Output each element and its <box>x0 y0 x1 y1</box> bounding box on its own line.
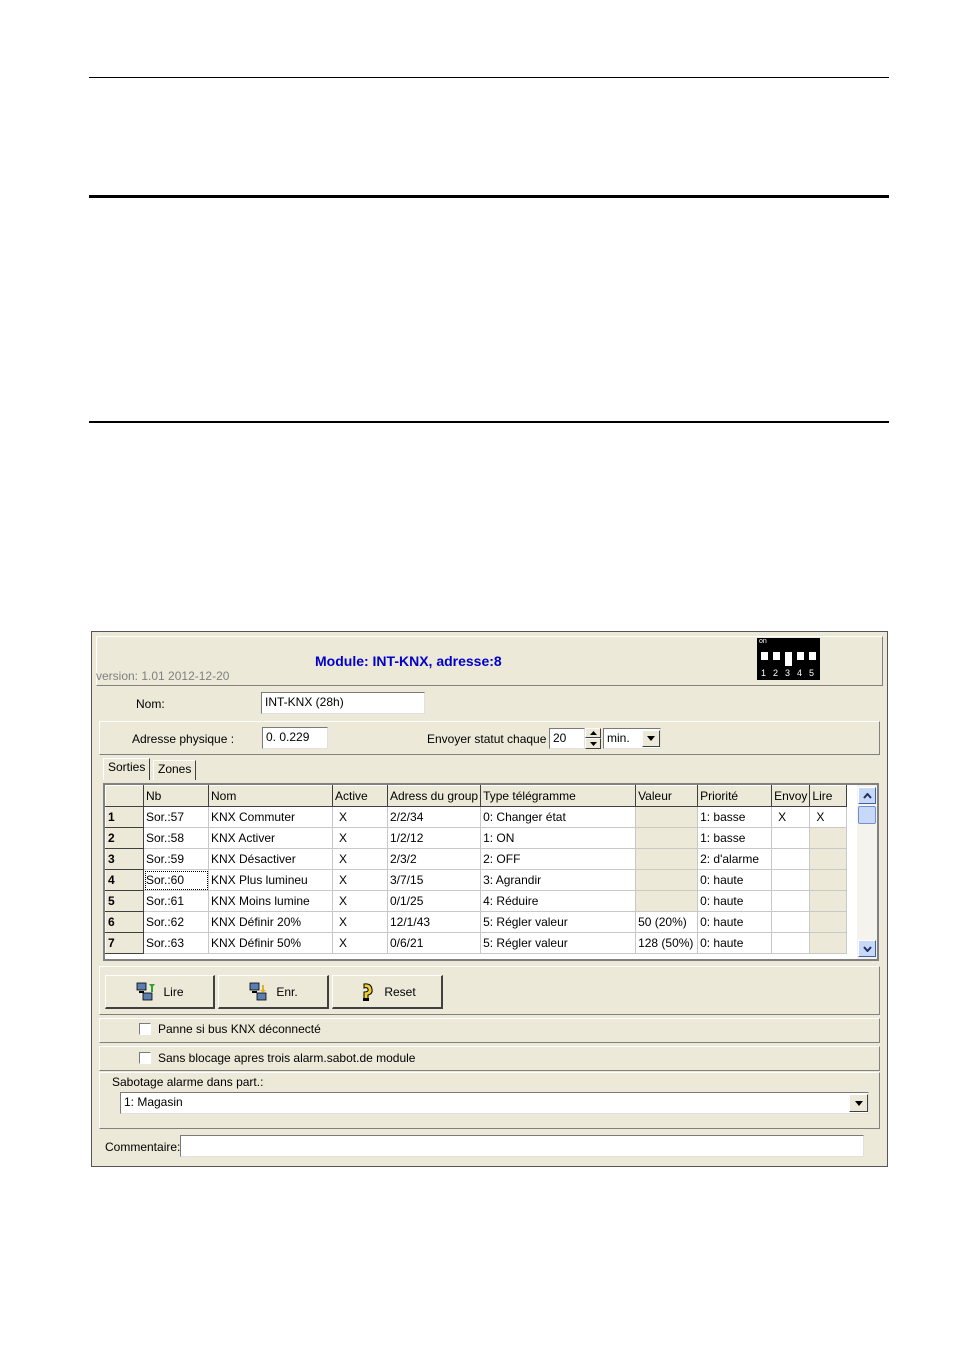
cell-valeur[interactable] <box>636 891 698 912</box>
comment-label: Commentaire: <box>105 1140 181 1154</box>
cell-nb[interactable]: Sor.:60 <box>144 870 209 891</box>
table-row[interactable] <box>106 912 847 933</box>
cell-nom[interactable]: KNX Plus lumineu <box>209 870 333 891</box>
grid-scrollbar[interactable] <box>857 785 877 959</box>
dip-switch-4 <box>797 652 804 666</box>
col-header-active[interactable]: Active <box>333 786 388 807</box>
cell-envoy[interactable] <box>772 933 810 954</box>
fault-checkbox-label[interactable]: Panne si bus KNX déconnecté <box>158 1022 321 1036</box>
cell-active[interactable]: X <box>333 870 388 891</box>
col-header-lire[interactable]: Lire <box>810 786 847 807</box>
cell-priorite[interactable]: 0: haute <box>698 933 772 954</box>
cell-active[interactable]: X <box>333 891 388 912</box>
cell-type[interactable]: 0: Changer état <box>481 807 636 828</box>
cell-valeur[interactable] <box>636 849 698 870</box>
cell-active[interactable]: X <box>333 912 388 933</box>
cell-active[interactable]: X <box>333 828 388 849</box>
row-number[interactable]: 3 <box>106 849 144 870</box>
table-row[interactable] <box>106 933 847 954</box>
read-button[interactable] <box>105 975 215 1009</box>
row-number[interactable]: 5 <box>106 891 144 912</box>
cell-address[interactable]: 0/6/21 <box>388 933 481 954</box>
status-interval-input[interactable]: 20 <box>549 728 585 749</box>
table-row[interactable] <box>106 870 847 891</box>
col-header-valeur[interactable]: Valeur <box>636 786 698 807</box>
section-rule-bottom <box>89 421 889 423</box>
cell-valeur[interactable]: 128 (50%) <box>636 933 698 954</box>
write-button-label: Enr. <box>276 984 298 999</box>
version-label: version: 1.01 2012-12-20 <box>96 669 230 683</box>
row-number[interactable]: 4 <box>106 870 144 891</box>
cell-address[interactable]: 12/1/43 <box>388 912 481 933</box>
corner-header <box>106 786 144 807</box>
status-label: Envoyer statut chaque <box>427 732 547 746</box>
dip-switch-3 <box>785 652 792 666</box>
cell-type[interactable]: 2: OFF <box>481 849 636 870</box>
module-title: Module: INT-KNX, adresse:8 <box>315 653 502 669</box>
cell-lire[interactable] <box>810 828 847 849</box>
cell-lire[interactable]: X <box>810 807 847 828</box>
col-header-priorite[interactable]: Priorité <box>698 786 772 807</box>
unit-dropdown-chevron-icon[interactable] <box>642 730 660 747</box>
cell-address[interactable]: 1/2/12 <box>388 828 481 849</box>
tamper-dropdown-chevron-icon[interactable] <box>849 1094 868 1112</box>
cell-nb[interactable]: Sor.:63 <box>144 933 209 954</box>
status-interval-spinner[interactable] <box>585 728 601 749</box>
comment-input[interactable] <box>180 1135 864 1157</box>
cell-envoy[interactable] <box>772 912 810 933</box>
cell-envoy[interactable]: X <box>772 807 810 828</box>
tamper-label: Sabotage alarme dans part.: <box>112 1075 264 1089</box>
noblock-checkbox[interactable] <box>139 1052 151 1064</box>
cell-address[interactable]: 2/2/34 <box>388 807 481 828</box>
header-rule <box>89 77 889 78</box>
cell-nom[interactable]: KNX Activer <box>209 828 333 849</box>
cell-address[interactable]: 2/3/2 <box>388 849 481 870</box>
scroll-thumb[interactable] <box>858 806 876 824</box>
cell-type[interactable]: 5: Régler valeur <box>481 933 636 954</box>
row-number[interactable]: 6 <box>106 912 144 933</box>
cell-nb[interactable]: Sor.:59 <box>144 849 209 870</box>
cell-type[interactable]: 3: Agrandir <box>481 870 636 891</box>
table-row[interactable] <box>106 807 847 828</box>
col-header-envoy[interactable]: Envoy <box>772 786 810 807</box>
table-row[interactable] <box>106 828 847 849</box>
dip-num-5: 5 <box>809 668 815 678</box>
cell-lire[interactable] <box>810 891 847 912</box>
row-number[interactable]: 2 <box>106 828 144 849</box>
cell-nb[interactable]: Sor.:62 <box>144 912 209 933</box>
cell-lire[interactable] <box>810 849 847 870</box>
cell-priorite[interactable]: 2: d'alarme <box>698 849 772 870</box>
section-rule-top <box>89 195 889 198</box>
cell-valeur[interactable] <box>636 807 698 828</box>
row-number[interactable]: 7 <box>106 933 144 954</box>
name-label: Nom: <box>136 697 165 711</box>
cell-valeur[interactable] <box>636 870 698 891</box>
cell-nom[interactable]: KNX Commuter <box>209 807 333 828</box>
cell-address[interactable]: 0/1/25 <box>388 891 481 912</box>
module-window <box>91 631 888 1167</box>
cell-priorite[interactable]: 0: haute <box>698 912 772 933</box>
fault-checkbox[interactable] <box>139 1023 151 1035</box>
cell-type[interactable]: 5: Régler valeur <box>481 912 636 933</box>
cell-active[interactable]: X <box>333 933 388 954</box>
scroll-down-icon[interactable] <box>858 940 876 957</box>
spin-up-icon[interactable] <box>585 728 601 738</box>
dip-num-3: 3 <box>785 668 791 678</box>
button-panel <box>99 966 880 1015</box>
cell-nom[interactable]: KNX Moins lumine <box>209 891 333 912</box>
table-header-row <box>106 786 847 807</box>
unit-select[interactable]: min. <box>603 728 661 749</box>
cell-envoy[interactable] <box>772 891 810 912</box>
outputs-table <box>105 785 847 954</box>
row-number[interactable]: 1 <box>106 807 144 828</box>
dip-switch-icon <box>757 638 820 680</box>
cell-nb[interactable]: Sor.:58 <box>144 828 209 849</box>
cell-address[interactable]: 3/7/15 <box>388 870 481 891</box>
cell-nom[interactable]: KNX Définir 50% <box>209 933 333 954</box>
name-input[interactable]: INT-KNX (28h) <box>261 692 425 714</box>
spin-down-icon[interactable] <box>585 738 601 749</box>
cell-nom[interactable]: KNX Définir 20% <box>209 912 333 933</box>
read-button-label: Lire <box>163 984 184 999</box>
write-button[interactable] <box>218 975 329 1009</box>
tab-sorties[interactable]: Sorties <box>103 758 150 780</box>
tamper-partition-select[interactable]: 1: Magasin <box>120 1092 869 1114</box>
cell-valeur[interactable] <box>636 828 698 849</box>
dip-switch-5 <box>809 652 816 666</box>
col-header-nb[interactable]: Nb <box>144 786 209 807</box>
table-row[interactable] <box>106 849 847 870</box>
cell-nb[interactable]: Sor.:57 <box>144 807 209 828</box>
dip-num-1: 1 <box>761 668 767 678</box>
cell-envoy[interactable] <box>772 870 810 891</box>
cell-active[interactable]: X <box>333 807 388 828</box>
cell-envoy[interactable] <box>772 828 810 849</box>
cell-valeur[interactable]: 50 (20%) <box>636 912 698 933</box>
col-header-nom[interactable]: Nom <box>209 786 333 807</box>
cell-lire[interactable] <box>810 870 847 891</box>
dip-num-2: 2 <box>773 668 779 678</box>
phys-address-input[interactable]: 0. 0.229 <box>262 727 328 749</box>
cell-nom[interactable]: KNX Désactiver <box>209 849 333 870</box>
write-icon <box>248 981 270 1003</box>
cell-type[interactable]: 1: ON <box>481 828 636 849</box>
dip-switch-2 <box>773 652 780 666</box>
cell-priorite[interactable]: 0: haute <box>698 870 772 891</box>
cell-active[interactable]: X <box>333 849 388 870</box>
reset-button[interactable] <box>332 975 443 1009</box>
reset-button-label: Reset <box>384 984 416 999</box>
reset-icon <box>358 981 378 1003</box>
table-row[interactable] <box>106 891 847 912</box>
cell-lire[interactable] <box>810 912 847 933</box>
cell-priorite[interactable]: 1: basse <box>698 807 772 828</box>
cell-lire[interactable] <box>810 933 847 954</box>
dip-switch-1 <box>761 652 768 666</box>
dip-switch-on-label: on <box>759 638 767 645</box>
dip-num-4: 4 <box>797 668 803 678</box>
col-header-address[interactable]: Adress du group <box>388 786 481 807</box>
noblock-checkbox-label[interactable]: Sans blocage apres trois alarm.sabot.de module <box>158 1051 416 1065</box>
cell-priorite[interactable]: 1: basse <box>698 828 772 849</box>
scroll-up-icon[interactable] <box>858 787 876 804</box>
outputs-grid <box>103 783 879 961</box>
cell-type[interactable]: 4: Réduire <box>481 891 636 912</box>
tab-zones[interactable]: Zones <box>153 760 196 780</box>
cell-envoy[interactable] <box>772 849 810 870</box>
read-icon <box>135 981 157 1003</box>
cell-nb[interactable]: Sor.:61 <box>144 891 209 912</box>
phys-address-label: Adresse physique : <box>132 732 235 746</box>
cell-priorite[interactable]: 0: haute <box>698 891 772 912</box>
col-header-type[interactable]: Type télégramme <box>481 786 636 807</box>
